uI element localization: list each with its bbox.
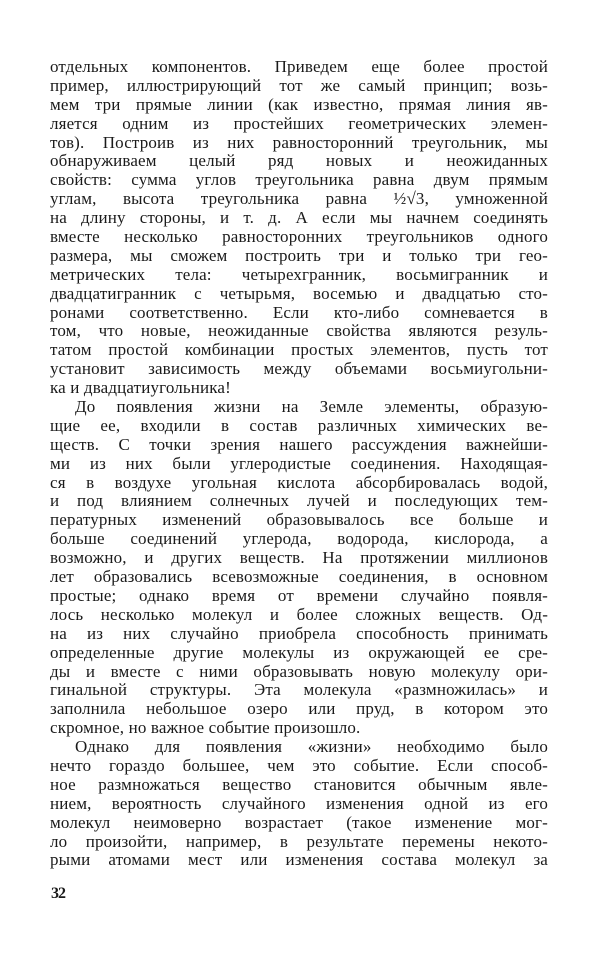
text-line: том, что новые, неожиданные свойства являются резуль- bbox=[50, 321, 548, 341]
text-line: щие ее, входили в состав различных химических ве- bbox=[50, 415, 548, 435]
text-line: ми из них были углеродистые соединения. Находящая- bbox=[50, 453, 548, 473]
text-line: обнаруживаем целый ряд новых и неожиданных bbox=[50, 151, 548, 171]
text-line: ды и вместе с ними образовывать новую молекулу ори- bbox=[50, 661, 548, 681]
text-line: на из них случайно приобрела способность принимать bbox=[50, 623, 548, 643]
text-line: метрических тела: четырехгранник, восьмигранник и bbox=[50, 264, 548, 284]
text-line: ществ. С точки зрения нашего рассуждения важнейши- bbox=[50, 434, 548, 454]
paragraph-first-line: До появления жизни на Земле элементы, образую- bbox=[75, 397, 548, 417]
text-line: пример, иллюстрирующий тот же самый принцип; возь- bbox=[50, 75, 548, 95]
text-line: ное размножаться вещество становится обычным явле- bbox=[50, 774, 548, 794]
text-line: тов). Построив из них равносторонний треугольник, мы bbox=[50, 132, 548, 152]
text-line: скромное, но важное событие произошло. bbox=[50, 718, 361, 738]
text-line: гинальной структуры. Эта молекула «размножилась» и bbox=[50, 680, 548, 700]
text-line: татом простой комбинации простых элементов, пусть тот bbox=[50, 340, 548, 360]
text-line: углам, высота треугольника равна ½√3, умноженной bbox=[50, 189, 548, 209]
text-line: ляется одним из простейших геометрических элемен- bbox=[50, 113, 548, 133]
text-line: свойств: сумма углов треугольника равна двум прямым bbox=[50, 170, 548, 190]
text-line: больше соединений углерода, водорода, кислорода, а bbox=[50, 529, 548, 549]
text-line: нечто гораздо большее, чем это событие. Если способ- bbox=[50, 755, 548, 775]
text-line: лет образовались всевозможные соединения, в основном bbox=[50, 567, 548, 587]
text-line: нием, вероятность случайного изменения одной из его bbox=[50, 793, 548, 813]
page-number: 32 bbox=[51, 885, 65, 902]
text-line: ка и двадцатиугольника! bbox=[50, 378, 231, 398]
text-line: отдельных компонентов. Приведем еще более простой bbox=[50, 57, 548, 76]
book-page-body bbox=[50, 58, 548, 870]
text-line: вместе несколько равносторонних треугольников одного bbox=[50, 227, 548, 247]
text-line: простые; однако время от времени случайно появля- bbox=[50, 585, 548, 605]
text-line: ло произойти, например, в результате перемены некото- bbox=[50, 831, 548, 851]
text-line: возможно, и других веществ. На протяжении миллионов bbox=[50, 548, 548, 568]
text-line: и под влиянием солнечных лучей и последующих тем- bbox=[50, 491, 548, 511]
paragraph-first-line: Однако для появления «жизни» необходимо было bbox=[75, 737, 548, 757]
text-line: ронами соответственно. Если кто-либо сомневается в bbox=[50, 302, 548, 322]
text-line: пературных изменений образовывалось все больше и bbox=[50, 510, 548, 530]
text-line: ся в воздухе угольная кислота абсорбировалась водой, bbox=[50, 472, 548, 492]
text-line: лось несколько молекул и более сложных веществ. Од- bbox=[50, 604, 548, 624]
text-line: установит зависимость между объемами восьмиугольни- bbox=[50, 359, 548, 379]
text-line: определенные другие молекулы из окружающей ее сре- bbox=[50, 642, 548, 662]
text-line: молекул неимоверно возрастает (такое изменение мог- bbox=[50, 812, 548, 832]
text-line: мем три прямые линии (как известно, прямая линия яв- bbox=[50, 94, 548, 114]
text-line: заполнила небольшое озеро или пруд, в котором это bbox=[50, 699, 548, 719]
text-line: рыми атомами мест или изменения состава молекул за bbox=[50, 850, 548, 870]
text-line: на длину стороны, и т. д. А если мы начнем соединять bbox=[50, 208, 548, 228]
text-line: двадцатигранник с четырьмя, восемью и двадцатью сто- bbox=[50, 283, 548, 303]
text-line: размера, мы сможем построить три и только три гео- bbox=[50, 245, 548, 265]
